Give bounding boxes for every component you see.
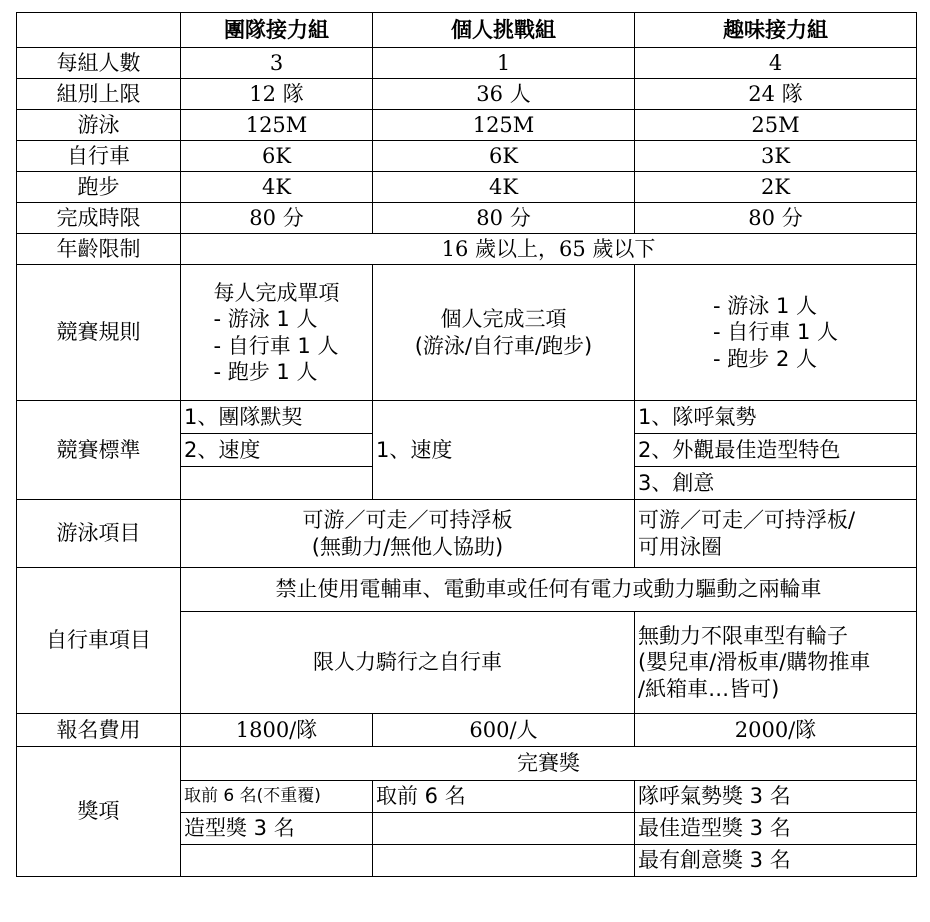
bike-items-line: /紙箱車…皆可) bbox=[638, 676, 780, 701]
rules-line: - 游泳 1 人 bbox=[213, 307, 318, 332]
bike-items-line: (嬰兒車/滑板車/購物推車 bbox=[638, 650, 871, 675]
bike-items-banner: 禁止使用電輔車、電動車或任何有電力或動力驅動之兩輪車 bbox=[181, 568, 917, 612]
row-label: 跑步 bbox=[17, 172, 181, 203]
rules-individual-cell bbox=[373, 265, 635, 401]
cell-fun: 3K bbox=[635, 141, 917, 172]
cell-team: 6K bbox=[181, 141, 373, 172]
cell-individual: 4K bbox=[373, 172, 635, 203]
row-label: 游泳項目 bbox=[17, 500, 181, 568]
rules-fun-list bbox=[713, 293, 838, 372]
cell-fun: 80 分 bbox=[635, 203, 917, 234]
cell-individual: 80 分 bbox=[373, 203, 635, 234]
cell-team: 1800/隊 bbox=[181, 714, 373, 747]
limit-row bbox=[17, 79, 917, 110]
awards-team-line: 造型獎 3 名 bbox=[181, 813, 373, 845]
row-label: 報名費用 bbox=[17, 714, 181, 747]
awards-individual-line bbox=[373, 845, 635, 877]
swim-items-line: 可用泳圈 bbox=[638, 534, 722, 559]
criteria-row-1 bbox=[17, 401, 917, 434]
bike-items-line: 無動力不限車型有輪子 bbox=[638, 624, 848, 649]
rules-row bbox=[17, 265, 917, 401]
rules-team-cell bbox=[181, 265, 373, 401]
rules-line: - 自行車 1 人 bbox=[713, 320, 838, 345]
members-row bbox=[17, 48, 917, 79]
cell-fun: 24 隊 bbox=[635, 79, 917, 110]
row-label: 年齡限制 bbox=[17, 234, 181, 265]
header-individual-challenge: 個人挑戰組 bbox=[373, 13, 635, 48]
row-label: 自行車 bbox=[17, 141, 181, 172]
header-row bbox=[17, 13, 917, 48]
cell-individual: 600/人 bbox=[373, 714, 635, 747]
row-label: 組別上限 bbox=[17, 79, 181, 110]
rules-line: 每人完成單項 bbox=[213, 281, 340, 305]
row-label: 競賽規則 bbox=[17, 265, 181, 401]
awards-team-line bbox=[181, 845, 373, 877]
awards-fun-line: 隊呼氣勢獎 3 名 bbox=[635, 781, 917, 813]
time-row bbox=[17, 203, 917, 234]
cell-individual: 1 bbox=[373, 48, 635, 79]
criteria-team-line bbox=[181, 467, 373, 500]
swim-items-fun bbox=[635, 500, 917, 568]
rules-line: - 游泳 1 人 bbox=[713, 294, 817, 319]
cell-fun: 2000/隊 bbox=[635, 714, 917, 747]
criteria-fun-line: 3、創意 bbox=[635, 467, 917, 500]
row-label: 自行車項目 bbox=[17, 568, 181, 714]
awards-team-line: 取前 6 名(不重覆) bbox=[181, 781, 373, 813]
swim-items-row bbox=[17, 500, 917, 568]
cell-individual: 6K bbox=[373, 141, 635, 172]
awards-fun-line: 最有創意獎 3 名 bbox=[635, 845, 917, 877]
bike-row bbox=[17, 141, 917, 172]
bike-items-row-1 bbox=[17, 568, 917, 612]
cell-individual: 125M bbox=[373, 110, 635, 141]
swim-items-line: 可游／可走／可持浮板/ bbox=[638, 508, 856, 533]
criteria-team-line: 2、速度 bbox=[181, 434, 373, 467]
cell-fun: 4 bbox=[635, 48, 917, 79]
cell-fun: 2K bbox=[635, 172, 917, 203]
row-label: 獎項 bbox=[17, 747, 181, 877]
row-label: 競賽標準 bbox=[17, 401, 181, 500]
cell-individual: 36 人 bbox=[373, 79, 635, 110]
awards-individual-line: 取前 6 名 bbox=[373, 781, 635, 813]
awards-row-banner bbox=[17, 747, 917, 781]
age-value: 16 歲以上，65 歲以下 bbox=[181, 234, 917, 265]
criteria-individual: 1、速度 bbox=[373, 401, 635, 500]
cell-team: 3 bbox=[181, 48, 373, 79]
rules-line: - 跑步 2 人 bbox=[713, 346, 817, 371]
rules-line: - 跑步 1 人 bbox=[213, 359, 318, 384]
row-label: 每組人數 bbox=[17, 48, 181, 79]
rules-fun-cell bbox=[635, 265, 917, 401]
rules-line: 個人完成三項 bbox=[440, 307, 567, 332]
competition-table bbox=[16, 12, 917, 877]
bike-items-team-individual: 限人力騎行之自行車 bbox=[181, 612, 635, 714]
rules-team-list bbox=[214, 280, 340, 385]
swim-items-line: 可游／可走／可持浮板 bbox=[302, 508, 513, 533]
awards-fun-line: 最佳造型獎 3 名 bbox=[635, 813, 917, 845]
header-team-relay: 團隊接力組 bbox=[181, 13, 373, 48]
cell-team: 4K bbox=[181, 172, 373, 203]
swim-items-line: (無動力/無他人協助) bbox=[311, 534, 504, 559]
awards-individual-line bbox=[373, 813, 635, 845]
cell-fun: 25M bbox=[635, 110, 917, 141]
criteria-fun-line: 1、隊呼氣勢 bbox=[635, 401, 917, 434]
criteria-fun-line: 2、外觀最佳造型特色 bbox=[635, 434, 917, 467]
run-row bbox=[17, 172, 917, 203]
fee-row bbox=[17, 714, 917, 747]
rules-line: (游泳/自行車/跑步) bbox=[414, 333, 593, 358]
header-fun-relay: 趣味接力組 bbox=[635, 13, 917, 48]
awards-banner: 完賽獎 bbox=[181, 747, 917, 781]
cell-team: 125M bbox=[181, 110, 373, 141]
row-label: 游泳 bbox=[17, 110, 181, 141]
cell-team: 80 分 bbox=[181, 203, 373, 234]
bike-items-fun bbox=[635, 612, 917, 714]
row-label: 完成時限 bbox=[17, 203, 181, 234]
header-blank-cell bbox=[17, 13, 181, 48]
swim-row bbox=[17, 110, 917, 141]
rules-line: - 自行車 1 人 bbox=[213, 333, 339, 358]
cell-team: 12 隊 bbox=[181, 79, 373, 110]
age-row bbox=[17, 234, 917, 265]
criteria-team-line: 1、團隊默契 bbox=[181, 401, 373, 434]
swim-items-team-individual bbox=[181, 500, 635, 568]
